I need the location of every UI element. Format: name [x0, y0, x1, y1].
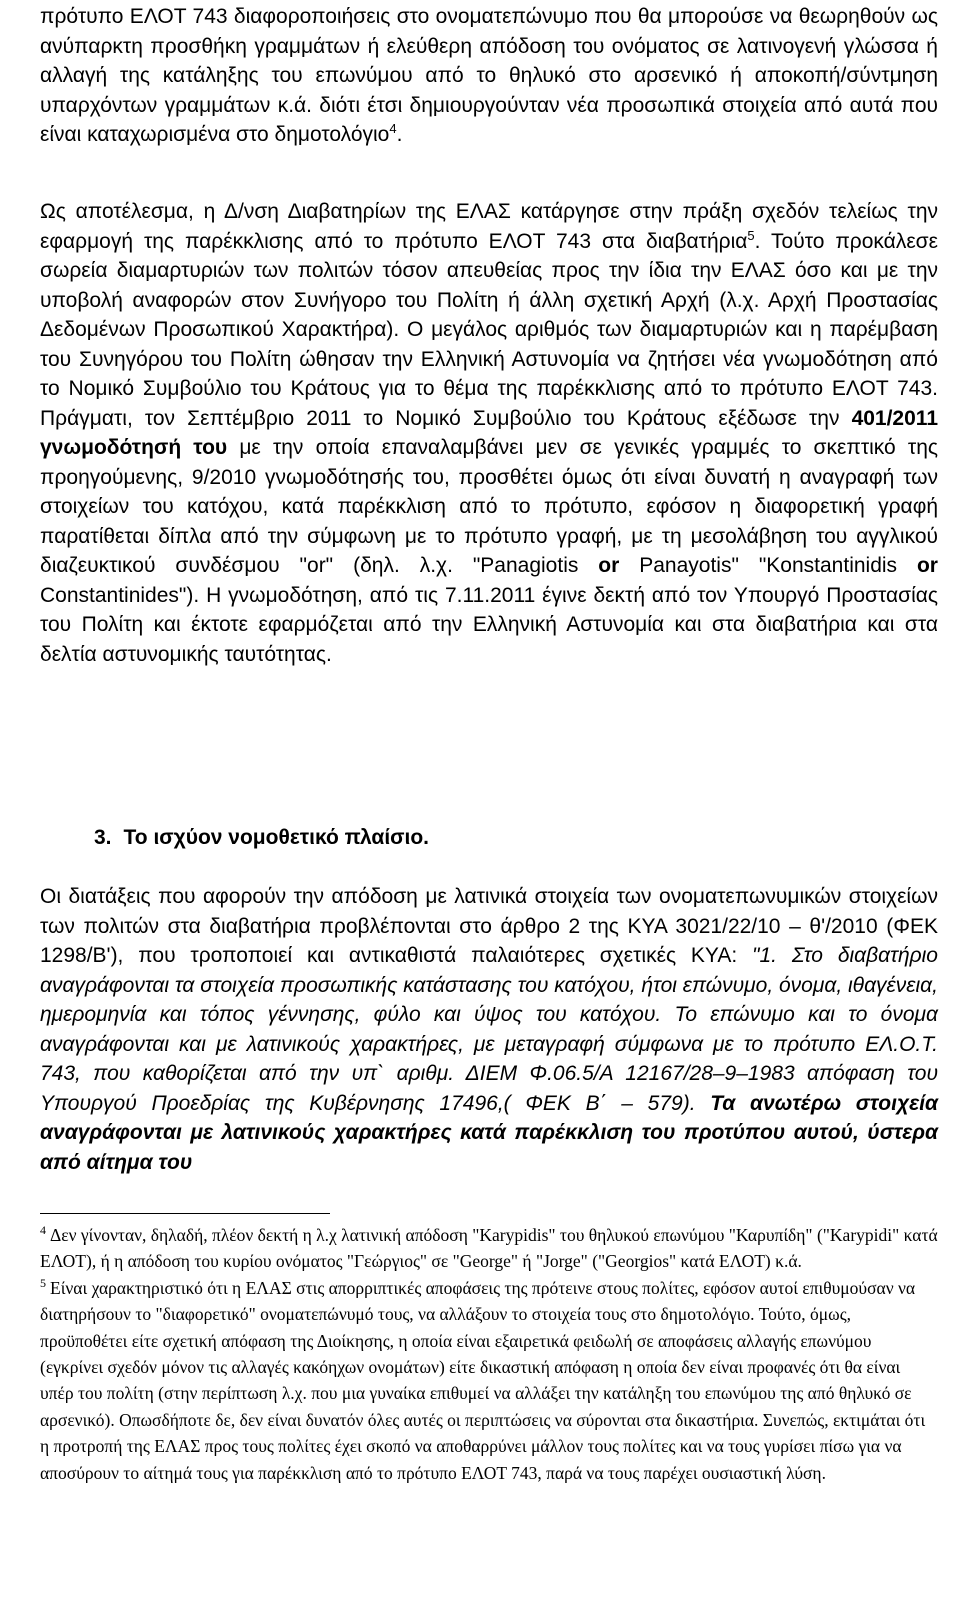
- footnote-ref-4[interactable]: 4: [389, 121, 397, 136]
- footnote-4: [40, 1222, 938, 1275]
- footnote-separator: [40, 1213, 330, 1214]
- or-conjunction: or: [598, 554, 620, 577]
- footnote-number: 4: [40, 1223, 46, 1238]
- footnote-5: [40, 1275, 938, 1486]
- opinion-reference: 401/2011 γνωμοδότησή του: [40, 406, 938, 459]
- footnote-number: 5: [40, 1275, 46, 1290]
- kya-quote-emphasis: Τα ανωτέρω στοιχεία αναγράφονται με λατινικούς χαρακτήρες κατά παρέκκλιση του προτύπου αυτού, ύστερα από αίτημα του: [40, 1091, 938, 1174]
- paragraph-elot-deviations: πρότυπο ΕΛΟΤ 743 διαφοροποιήσεις στο ονοματεπώνυμο που θα μπορούσε να θεωρηθούν ως ανύπαρκτη προσθήκη γραμμάτων ή ελεύθερη απόδοση του ονόματος σε λατινογενή γλώσσα ή αλλαγή της κατάληξης του επωνύμου από το θηλυκό στο αρσενικό ή αποκοπή/σύντμηση υπαρχόντων γραμμάτων κ.ά. διότι έτσι δημιουργούνταν νέα προσωπικά στοιχεία από αυτά που είναι καταχωρισμένα στο δημοτολόγιο$^4$.: [40, 5, 938, 146]
- kya-quote: "1. Στο διαβατήριο αναγράφονται τα στοιχεία προσωπικής κατάστασης του κατόχου, ήτοι επώνυμο, όνομα, ιθαγένεια, ημερομηνία και τόπος γέννησης, φύλο και ύψος του κατόχου. Το επώνυμο και το όνομα αναγράφονται και με λατινικούς χαρακτήρες, με μεταγραφή σύμφωνα με το πρότυπο ΕΛ.Ο.Τ. 743, που καθορίζεται από την υπ` αριθμ. ΔΙΕΜ Φ.06.5/Α 12167/28–9–1983 απόφαση του Υπουργού Προεδρίας της Κυβέρνησης 17496,( ΦΕΚ Β΄ – 579).: [40, 944, 938, 1115]
- section-number: 3.: [94, 826, 112, 849]
- section-title: Το ισχύον νομοθετικό πλαίσιο.: [123, 826, 430, 849]
- section-heading: [94, 826, 429, 850]
- footnote-ref-5[interactable]: 5: [747, 227, 755, 243]
- footnote-text: Δεν γίνονταν, δηλαδή, πλέον δεκτή η λ.χ λατινική απόδοση "Karypidis" του θηλυκού επωνύμου "Καρυπίδη" ("Karypidi" κατά ΕΛΟΤ), ή η απόδοση του κυρίου ονόματος "Γεώργιος" σε "George" ή "Jorge" ("Georgios" κατά ΕΛΟΤ) κ.ά.: [40, 1225, 938, 1272]
- or-conjunction: or: [916, 554, 938, 577]
- footnotes: [40, 1222, 938, 1486]
- paragraph-opinion-401-2011: Ως αποτέλεσμα, η Δ/νση Διαβατηρίων της ΕΛΑΣ κατάργησε στην πράξη σχεδόν τελείως την εφαρμογή της παρέκκλισης από το πρότυπο ΕΛΟΤ 743 στα διαβατήρια$^5$. Τούτο προκάλεσε σωρεία διαμαρτυριών των πολιτών τόσον απευθείας προς την ίδια την ΕΛΑΣ όσο και με την υποβολή αναφορών στον Συνήγορο του Πολίτη ή άλλη σχετική Αρχή (λ.χ. Αρχή Προστασίας Δεδομένων Προσωπικού Χαρακτήρα). Ο μεγάλος αριθμός των διαμαρτυριών και η παρέμβαση του Συνηγόρου του Πολίτη ώθησαν την Ελληνική Αστυνομία να ζητήσει νέα γνωμοδότηση από το Νομικό Συμβούλιο του Κράτους για το θέμα της παρέκκλισης από το πρότυπο ΕΛΟΤ 743. Πράγματι, τον Σεπτέμβριο 2011 το Νομικό Συμβούλιο του Κράτους εξέδωσε την 401/2011 γνωμοδότησή του με την οποία επαναλαμβάνει μεν σε γενικές γραμμές το σκεπτικό της προηγούμενης, 9/2010 γνωμοδότησής του, προσθέτει όμως ότι είναι δυνατή η αναγραφή των στοιχείων του κατόχου, κατά παρέκκλιση από το πρότυπο, εφόσον η διαφορετική γραφή παρατίθεται δίπλα από την σύμφωνη με το πρότυπο γραφή, με τη μεσολάβηση του αγγλικού διαζευκτικού συνδέσμου "or" (δηλ. λ.χ. "Panagiotis or Panayotis" "Konstantinidis or Constantinides"). Η γνωμοδότηση, από τις 7.11.2011 έγινε δεκτή από τον Υπουργό Προστασίας του Πολίτη και έκτοτε εφαρμόζεται από την Ελληνική Αστυνομία και στα διαβατήρια και στα δελτία αστυνομικής ταυτότητας.: [40, 200, 939, 666]
- paragraph-legal-framework: Οι διατάξεις που αφορούν την απόδοση με λατινικά στοιχεία των ονοματεπωνυμικών στοιχείων των πολιτών στα διαβατήρια προβλέπονται στο άρθρο 2 της ΚΥΑ 3021/22/10 – θ'/2010 (ΦΕΚ 1298/Β'), που τροποποιεί και αντικαθιστά παλαιότερες σχετικές ΚΥΑ: "1. Στο διαβατήριο αναγράφονται τα στοιχεία προσωπικής κατάστασης του κατόχου, ήτοι επώνυμο, όνομα, ιθαγένεια, ημερομηνία και τόπος γέννησης, φύλο και ύψος του κατόχου. Το επώνυμο και το όνομα αναγράφονται και με λατινικούς χαρακτήρες, με μεταγραφή σύμφωνα με το πρότυπο ΕΛ.Ο.Τ. 743, που καθορίζεται από την υπ` αριθμ. ΔΙΕΜ Φ.06.5/Α 12167/28–9–1983 απόφαση του Υπουργού Προεδρίας της Κυβέρνησης 17496,( ΦΕΚ Β΄ – 579). Τα ανωτέρω στοιχεία αναγράφονται με λατινικούς χαρακτήρες κατά παρέκκλιση του προτύπου αυτού, ύστερα από αίτημα του: [40, 885, 938, 1174]
- footnote-text: Είναι χαρακτηριστικό ότι η ΕΛΑΣ στις απορριπτικές αποφάσεις της πρότεινε στους πολίτες, εφόσον αυτοί επιθυμούσαν να διατηρήσουν το "διαφορετικό" ονοματεπώνυμό τους, να αλλάξουν το στοιχεία τους στο δημοτολόγιο. Τούτο, όμως, προϋποθέτει είτε σχετική απόφαση της Διοίκησης, η οποία είναι εξαιρετικά φειδωλή σε αποφάσεις αλλαγής επωνύμου (εγκρίνει σχεδόν μόνον τις αλλαγές κακόηχων ονομάτων) είτε δικαστική απόφαση η οποία δεν είναι προφανές ότι θα είναι υπέρ του πολίτη (στην περίπτωση λ.χ. που μια γυναίκα επιθυμεί να αλλάξει την κατάληξη του επωνύμου της από θηλυκό σε αρσενικό). Οπωσδήποτε δε, δεν είναι δυνατόν όλες αυτές οι περιπτώσεις να σύρονται στα δικαστήρια. Συνεπώς, εκτιμάται ότι η προτροπή της ΕΛΑΣ προς τους πολίτες έχει σκοπό να αποθαρρύνει μάλλον τους πολίτες και να τους γυρίσει πίσω για να αποσύρουν το αίτημά τους για παρέκκλιση από το πρότυπο ΕΛΟΤ 743, παρά να τους παρέχει ουσιαστική λύση.: [40, 1277, 926, 1483]
